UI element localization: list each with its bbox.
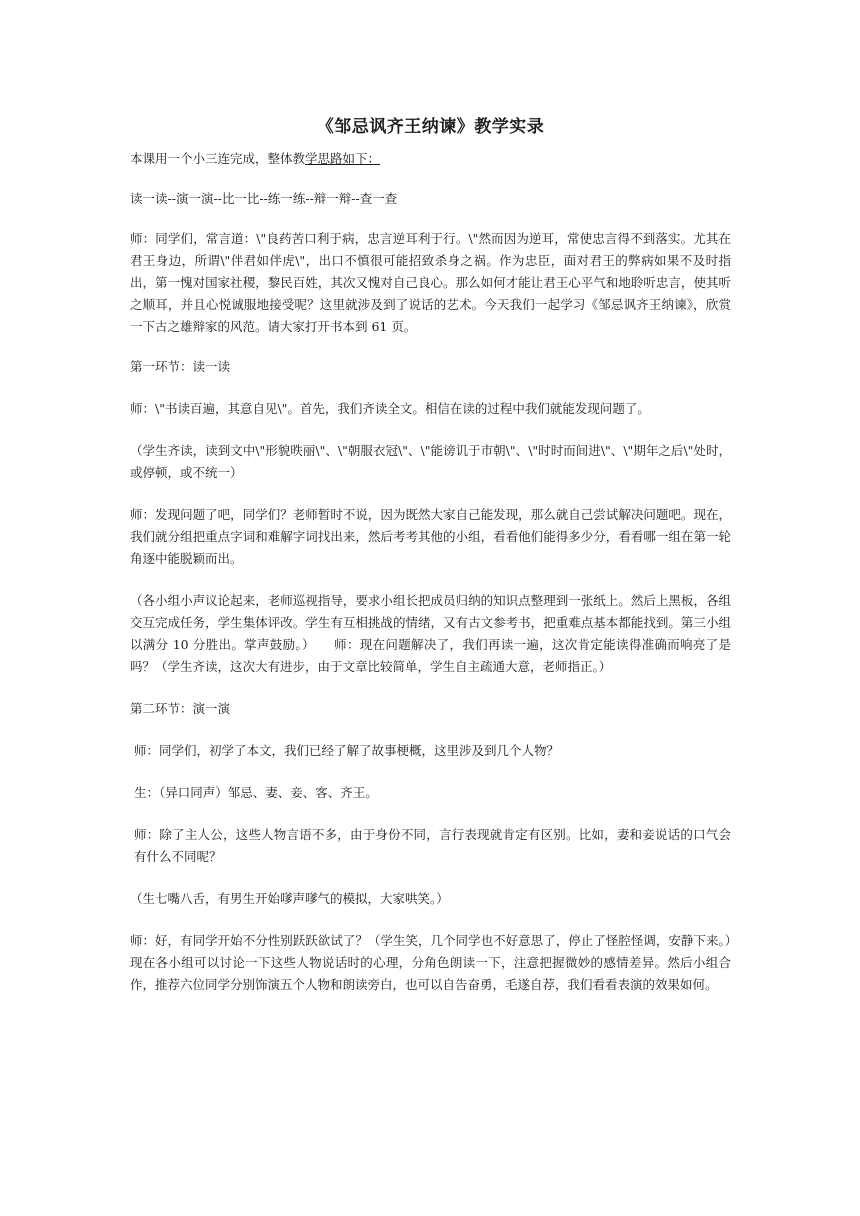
section-heading-perform: 第二环节：演一演 (130, 701, 231, 716)
document-body (130, 114, 731, 996)
paragraph-tone-question: 师：除了主人公，这些人物言语不多，由于身份不同，言行表现就肯定有区别。比如，妻和妾说话的口气会有什么不同呢？ (134, 827, 731, 864)
paragraph-teacher-opening: 师：同学们，常言道：\"良药苦口利于病，忠言逆耳利于行。\"然而因为逆耳，常使忠言得不到落实。尤其在君王身边，所谓\"伴君如伴虎\"，出口不慎很可能招致杀身之祸。作为忠臣，面对君王的弊病如果不及时指出，第一愧对国家社稷，黎民百姓，其次又愧对自己良心。那么如何才能让君王心平气和地聆听忠言，使其听之顺耳，并且心悦诚服地接受呢？这里就涉及到了说话的艺术。今天我们一起学习《邹忌讽齐王纳谏》，欣赏一下古之雄辩家的风范。请大家打开书本到 61 页。 (130, 231, 731, 334)
paragraph-group-discussion: （各小组小声议论起来，老师巡视指导，要求小组长把成员归纳的知识点整理到一张纸上。然后上黑板，各组交互完成任务，学生集体评改。学生有互相挑战的情绪，又有古文参考书，把重难点基本都能找到。第三小组以满分 10 分胜出。掌声鼓励。） 师：现在问题解决了，我们再读一遍，这次肯定能读得准确而响亮了是吗？（学生齐读，这次大有进步，由于文章比较简单，学生自主疏通大意，老师指正。） (130, 593, 731, 674)
paragraph-read-aloud: 师：\"书读百遍，其意自见\"。首先，我们齐读全文。相信在读的过程中我们就能发现问题了。 (130, 401, 650, 416)
intro-underlined-text: 学思路如下： (305, 151, 381, 166)
document-title: 《邹忌讽齐王纳谏》教学实录 (316, 117, 545, 137)
intro-line (130, 148, 731, 170)
paragraph-students-answer: 生：（异口同声）邹忌、妻、妾、客、齐王。 (134, 785, 378, 800)
paragraph-role-play: 师：好，有同学开始不分性别跃跃欲试了？（学生笑，几个同学也不好意思了，停止了怪腔怪调，安静下来。）现在各小组可以讨论一下这些人物说话时的心理，分角色朗读一下，注意把握微妙的感情差异。然后小组合作，推荐六位同学分别饰演五个人物和朗读旁白，也可以自告奋勇，毛遂自荐，我们看看表演的效果如何。 (130, 933, 731, 992)
paragraph-characters-question: 师：同学们，初学了本文，我们已经了解了故事梗概，这里涉及到几个人物？ (134, 743, 560, 758)
section-heading-read: 第一环节：读一读 (130, 359, 231, 374)
paragraph-find-problems: 师：发现问题了吧，同学们？老师暂时不说，因为既然大家自己能发现，那么就自己尝试解决问题吧。现在，我们就分组把重点字词和难解字词找出来，然后考考其他的小组，看看他们能得多少分，看看哪一组在第一轮角逐中能脱颖而出。 (130, 507, 731, 566)
paragraph-class-laughs: （生七嘴八舌，有男生开始嗲声嗲气的模拟，大家哄笑。） (130, 891, 449, 906)
teaching-steps: 读一读--演一演--比一比--练一练--辩一辩--查一查 (130, 191, 398, 206)
paragraph-students-read: （学生齐读，读到文中\"形貌昳丽\"、\"朝服衣冠\"、\"能谤讥于市朝\"、\"时时而间进\"、\"期年之后\"处时，或停顿，或不统一） (130, 443, 731, 480)
intro-text: 本课用一个小三连完成，整体教 (130, 151, 306, 166)
